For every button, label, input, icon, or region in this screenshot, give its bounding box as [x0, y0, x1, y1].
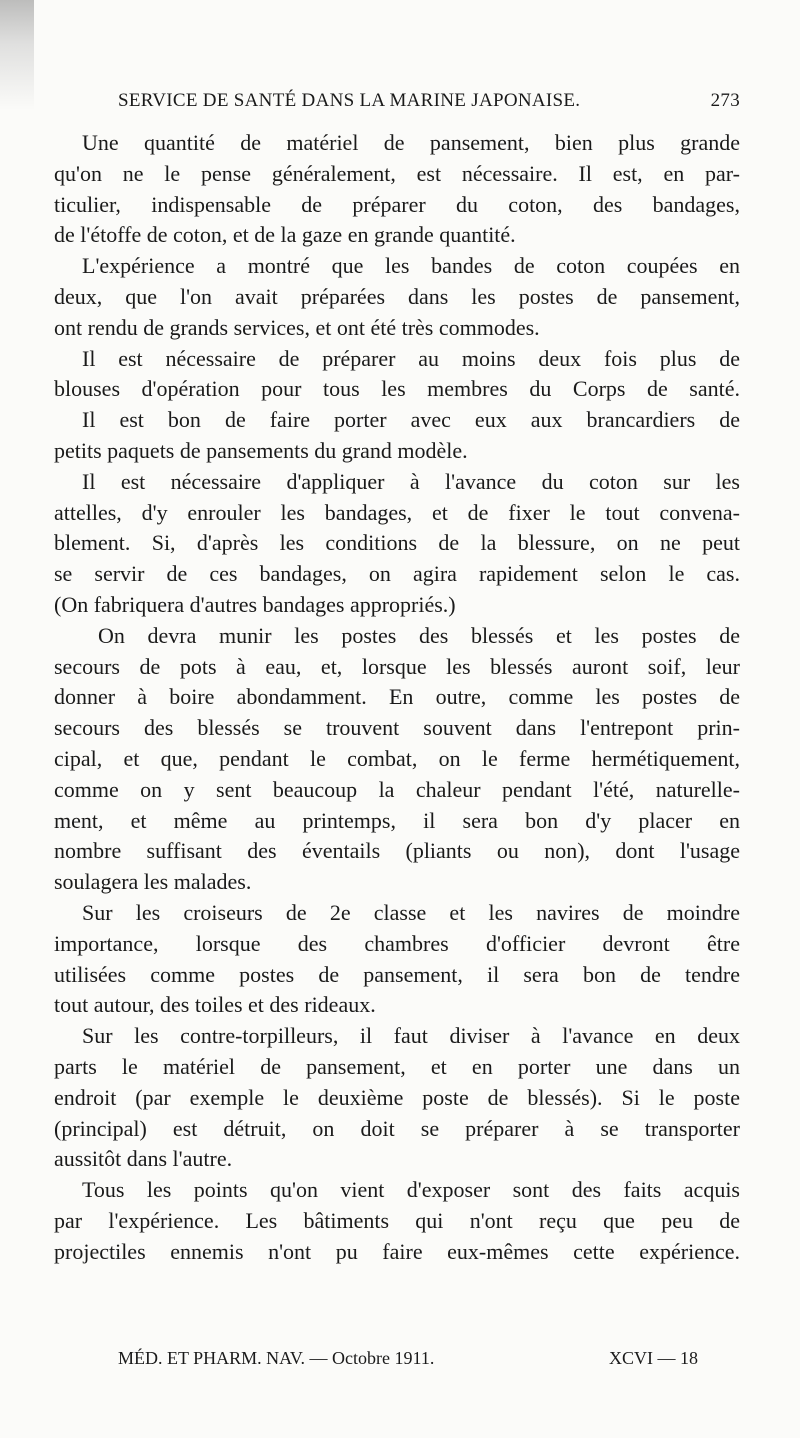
text-line: projectiles ennemis n'ont pu faire eux-mêmes cette expérience.	[54, 1238, 740, 1264]
text-line: par l'expérience. Les bâtiments qui n'ont reçu que peu de	[54, 1207, 740, 1233]
text-line: L'expérience a montré que les bandes de coton coupées en	[82, 253, 740, 279]
text-line: donner à boire abondamment. En outre, comme les postes de	[54, 684, 740, 710]
text-line: parts le matériel de pansement, et en porter une dans un	[54, 1053, 740, 1079]
text-line: qu'on ne le pense généralement, est nécessaire. Il est, en par-	[54, 160, 740, 186]
text-line: cipal, et que, pendant le combat, on le ferme hermétiquement,	[54, 745, 740, 771]
text-line: tout autour, des toiles et des rideaux.	[54, 992, 376, 1018]
text-line: Tous les points qu'on vient d'exposer sont des faits acquis	[82, 1177, 740, 1203]
text-line: petits paquets de pansements du grand modèle.	[54, 437, 468, 463]
text-line: On devra munir les postes des blessés et les postes de	[98, 622, 740, 648]
text-line: attelles, d'y enrouler les bandages, et de fixer le tout convena-	[54, 499, 740, 525]
text-line: importance, lorsque des chambres d'officier devront être	[54, 930, 740, 956]
text-line: Il est bon de faire porter avec eux aux brancardiers de	[82, 407, 740, 433]
text-line: Il est nécessaire de préparer au moins deux fois plus de	[82, 345, 740, 371]
text-line: secours des blessés se trouvent souvent dans l'entrepont prin-	[54, 715, 740, 741]
text-line: comme on y sent beaucoup la chaleur pendant l'été, naturelle-	[54, 776, 740, 802]
text-line: Sur les croiseurs de 2e classe et les navires de moindre	[82, 899, 740, 925]
text-line: utilisées comme postes de pansement, il sera bon de tendre	[54, 961, 740, 987]
page-number: 273	[710, 90, 740, 111]
text-line: endroit (par exemple le deuxième poste de blessés). Si le poste	[54, 1084, 740, 1110]
text-line: ticulier, indispensable de préparer du coton, des bandages,	[54, 191, 740, 217]
text-line: nombre suffisant des éventails (pliants ou non), dont l'usage	[54, 838, 740, 864]
page-footer	[118, 1348, 698, 1376]
text-line: blement. Si, d'après les conditions de la blessure, on ne peut	[54, 530, 740, 556]
text-line: Sur les contre-torpilleurs, il faut diviser à l'avance en deux	[82, 1023, 740, 1049]
scan-edge-shadow	[0, 0, 34, 110]
text-line: Une quantité de matériel de pansement, bien plus grande	[82, 130, 740, 155]
text-line: Il est nécessaire d'appliquer à l'avance du coton sur les	[82, 468, 740, 494]
journal-citation: MÉD. ET PHARM. NAV. — Octobre 1911.	[118, 1348, 435, 1368]
running-header	[118, 88, 740, 120]
signature-mark: XCVI — 18	[609, 1348, 698, 1368]
text-line: aussitôt dans l'autre.	[54, 1146, 233, 1172]
text-line: de l'étoffe de coton, et de la gaze en grande quantité.	[54, 222, 516, 248]
text-line: (principal) est détruit, on doit se préparer à se transporter	[54, 1115, 740, 1141]
text-line: blouses d'opération pour tous les membres du Corps de santé.	[54, 376, 740, 402]
running-title: SERVICE DE SANTÉ DANS LA MARINE JAPONAISE.	[118, 90, 581, 111]
text-line: secours de pots à eau, et, lorsque les blessés auront soif, leur	[54, 653, 740, 679]
body-text	[54, 128, 740, 1267]
text-line: (On fabriquera d'autres bandages appropriés.)	[54, 591, 456, 617]
text-line: ment, et même au printemps, il sera bon d'y placer en	[54, 807, 740, 833]
text-line: soulagera les malades.	[54, 869, 252, 895]
text-line: ont rendu de grands services, et ont été très commodes.	[54, 314, 540, 340]
text-line: se servir de ces bandages, on agira rapidement selon le cas.	[54, 561, 740, 587]
text-line: deux, que l'on avait préparées dans les postes de pansement,	[54, 283, 740, 309]
